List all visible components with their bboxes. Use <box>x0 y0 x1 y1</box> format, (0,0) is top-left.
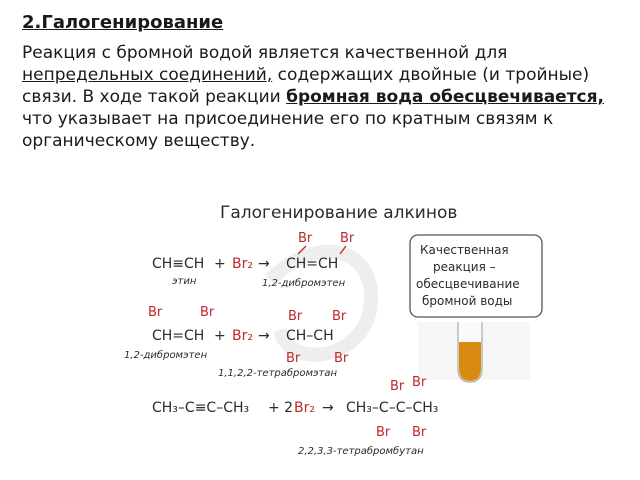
r2-br-f: Br <box>334 351 349 366</box>
r1-reactant: CH≡CH <box>152 256 205 272</box>
r1-plus: + <box>214 256 226 272</box>
r2-name-reactant: 1,2-дибромэтен <box>124 350 208 361</box>
r2-reactant: CH=CH <box>152 328 205 344</box>
r1-br-top-right: Br <box>340 231 355 246</box>
r1-br2: Br₂ <box>232 256 253 272</box>
para-part-5: что указывает на присоединение его по кратным связям к органическому веществу. <box>22 109 554 151</box>
qbox-line-2: реакция – <box>433 260 496 274</box>
r2-br-c: Br <box>288 309 303 324</box>
r1-name-product: 1,2-дибромэтен <box>262 278 346 289</box>
r3-br2: Br₂ <box>294 400 315 416</box>
r1-product: CH=CH <box>286 256 339 272</box>
r2-br2: Br₂ <box>232 328 253 344</box>
bromine-water <box>459 342 481 381</box>
para-part-4: бромная вода обесцвечивается, <box>286 87 605 107</box>
r3-plus: + 2 <box>268 400 294 416</box>
section-heading: 2.Галогенирование <box>22 12 224 33</box>
figure-title: Галогенирование алкинов <box>220 203 458 223</box>
r2-br-top-left: Br <box>148 305 163 320</box>
r2-br-top-right: Br <box>200 305 215 320</box>
para-part-1: Реакция с бромной водой является качественной для <box>22 43 508 63</box>
r3-name-product: 2,2,3,3-тетрабромбутан <box>298 446 424 457</box>
reaction-figure <box>120 190 550 470</box>
r3-br-b: Br <box>412 375 427 390</box>
para-part-3: содержащих двойные (и тройные) связи. В ходе такой реакции <box>22 65 590 107</box>
r2-plus: + <box>214 328 226 344</box>
r3-br-a: Br <box>390 379 405 394</box>
r3-br-c: Br <box>376 425 391 440</box>
qbox-line-4: бромной воды <box>422 294 513 308</box>
r2-name-product: 1,1,2,2-тетрабромэтан <box>218 368 338 379</box>
r3-product: CH₃–C–C–CH₃ <box>346 400 439 416</box>
r3-arrow: → <box>322 400 334 416</box>
r2-br-d: Br <box>332 309 347 324</box>
r1-br-top-left: Br <box>298 231 313 246</box>
r2-arrow: → <box>258 328 270 344</box>
r3-reactant: CH₃–C≡C–CH₃ <box>152 400 250 416</box>
r2-product: CH–CH <box>286 328 334 344</box>
qbox-line-3: обесцвечивание <box>416 277 520 291</box>
body-paragraph <box>22 42 622 152</box>
r1-arrow: → <box>258 256 270 272</box>
r3-br-d: Br <box>412 425 427 440</box>
qbox-line-1: Качественная <box>420 243 509 257</box>
r2-br-e: Br <box>286 351 301 366</box>
para-part-2: непредельных соединений, <box>22 65 273 85</box>
r1-name-reactant: этин <box>172 276 197 287</box>
